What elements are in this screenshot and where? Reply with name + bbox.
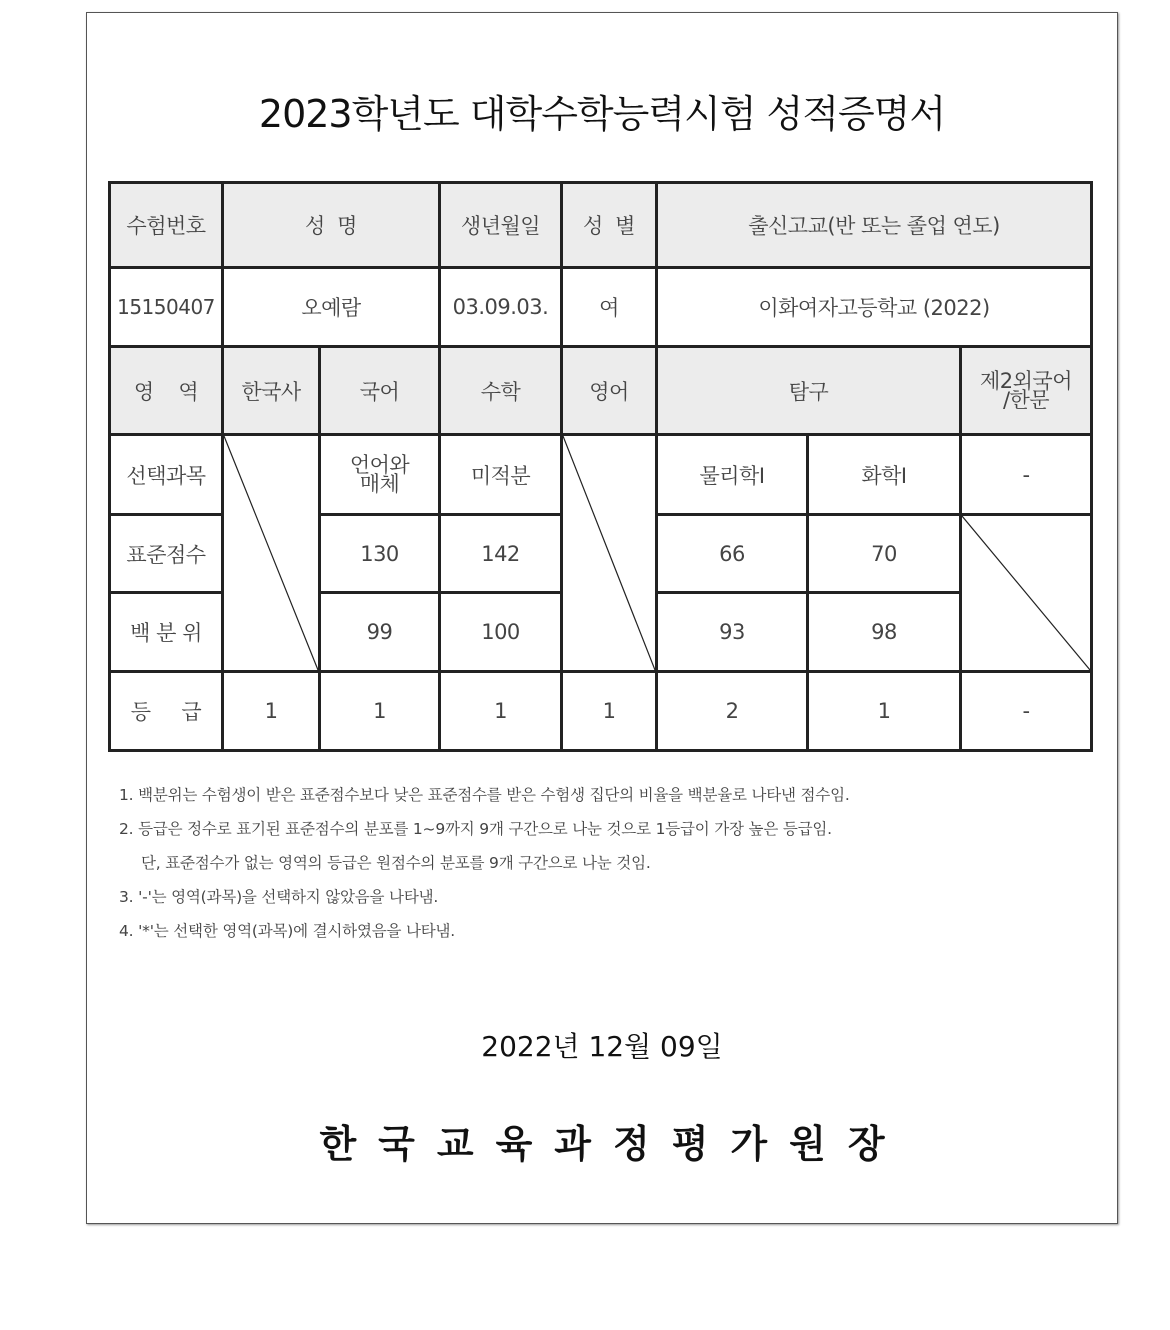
area-header-row xyxy=(110,347,1092,435)
footnote-2: 2. 등급은 정수로 표기된 표준점수의 분포를 1~9까지 9개 구간으로 나눈 것으로 1등급이 가장 높은 등급임. xyxy=(119,820,832,838)
grade-inquiry1: 2 xyxy=(657,672,808,751)
exam-number-value: 15150407 xyxy=(110,268,223,347)
standard-score-inquiry1: 66 xyxy=(657,515,808,593)
grade-korean-history: 1 xyxy=(223,672,320,751)
issue-date: 2022년 12월 09일 xyxy=(481,1030,723,1063)
header-birth-date: 생년월일 xyxy=(440,183,562,268)
diagonal-slash-icon xyxy=(962,516,1090,670)
area-second-language-line2: /한문 xyxy=(1002,387,1050,412)
elective-inquiry2: 화학Ⅰ xyxy=(808,435,961,515)
percentile-inquiry1: 93 xyxy=(657,593,808,672)
certificate-title: 2023학년도 대학수학능력시험 성적증명서 xyxy=(258,92,946,136)
percentile-math: 100 xyxy=(440,593,562,672)
grade-math: 1 xyxy=(440,672,562,751)
korean-history-empty-cell xyxy=(223,435,320,672)
grade-second-language: - xyxy=(961,672,1092,751)
elective-math: 미적분 xyxy=(440,435,562,515)
area-second-language-line1: 제2외국어 xyxy=(980,368,1073,393)
area-english: 영어 xyxy=(562,347,657,435)
english-empty-cell xyxy=(562,435,657,672)
header-exam-number: 수험번호 xyxy=(110,183,223,268)
grade-korean: 1 xyxy=(320,672,440,751)
info-header-row xyxy=(110,183,1092,268)
area-korean: 국어 xyxy=(320,347,440,435)
footnote-2-continuation: 단, 표준점수가 없는 영역의 등급은 원점수의 분포를 9개 구간으로 나눈 것임. xyxy=(141,854,651,872)
percentile-korean: 99 xyxy=(320,593,440,672)
second-language-empty-cell xyxy=(961,515,1092,672)
grade-english: 1 xyxy=(562,672,657,751)
gender-value: 여 xyxy=(562,268,657,347)
elective-korean xyxy=(320,435,440,515)
header-school: 출신고교(반 또는 졸업 연도) xyxy=(657,183,1092,268)
standard-score-korean: 130 xyxy=(320,515,440,593)
label-grade: 등 급 xyxy=(110,672,223,751)
footnote-4: 4. '*'는 선택한 영역(과목)에 결시하였음을 나타냄. xyxy=(119,922,456,940)
score-certificate-table xyxy=(108,181,1093,752)
footnote-3: 3. '-'는 영역(과목)을 선택하지 않았음을 나타냄. xyxy=(119,888,439,906)
diagonal-slash-icon xyxy=(563,436,655,670)
percentile-inquiry2: 98 xyxy=(808,593,961,672)
label-percentile: 백 분 위 xyxy=(110,593,223,672)
label-standard-score: 표준점수 xyxy=(110,515,223,593)
grade-inquiry2: 1 xyxy=(808,672,961,751)
area-math: 수학 xyxy=(440,347,562,435)
elective-korean-line1: 언어와 xyxy=(349,452,410,477)
standard-score-math: 142 xyxy=(440,515,562,593)
certificate-frame xyxy=(86,12,1118,1224)
standard-score-inquiry2: 70 xyxy=(808,515,961,593)
area-korean-history: 한국사 xyxy=(223,347,320,435)
elective-row xyxy=(110,435,1092,515)
diagonal-slash-icon xyxy=(224,436,318,670)
label-elective: 선택과목 xyxy=(110,435,223,515)
footnotes xyxy=(119,778,850,948)
elective-inquiry1: 물리학Ⅰ xyxy=(657,435,808,515)
birth-date-value: 03.09.03. xyxy=(440,268,562,347)
elective-second-language: - xyxy=(961,435,1092,515)
area-second-language xyxy=(961,347,1092,435)
grade-row xyxy=(110,672,1092,751)
header-gender: 성 별 xyxy=(562,183,657,268)
name-value: 오예람 xyxy=(223,268,440,347)
header-name: 성 명 xyxy=(223,183,440,268)
area-inquiry: 탐구 xyxy=(657,347,961,435)
issuer-signature: 한국교육과정평가원장 xyxy=(319,1122,907,1166)
elective-korean-line2: 매체 xyxy=(359,471,400,496)
label-area: 영 역 xyxy=(110,347,223,435)
school-value: 이화여자고등학교 (2022) xyxy=(657,268,1092,347)
info-value-row xyxy=(110,268,1092,347)
footnote-1: 1. 백분위는 수험생이 받은 표준점수보다 낮은 표준점수를 받은 수험생 집단의 비율을 백분율로 나타낸 점수임. xyxy=(119,786,850,804)
